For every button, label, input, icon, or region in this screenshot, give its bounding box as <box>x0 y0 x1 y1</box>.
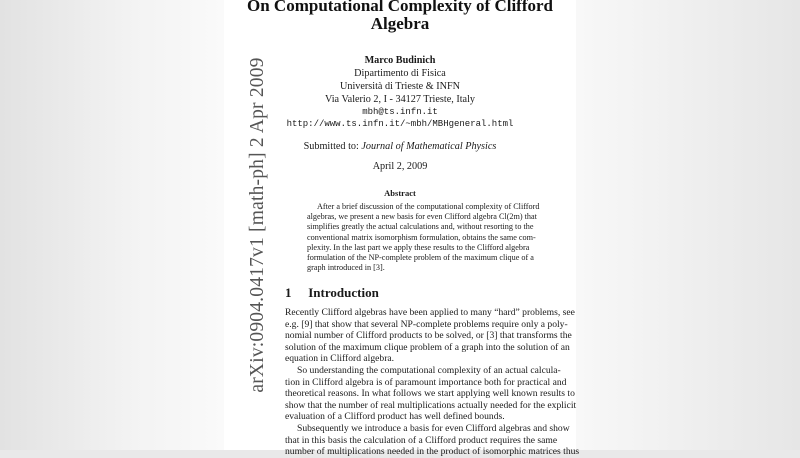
author-url[interactable]: http://www.ts.infn.it/~mbh/MBHgeneral.html <box>286 119 514 129</box>
paragraph-line: theoretical reasons. In what follows we start applying well known results to <box>285 388 575 400</box>
arxiv-side-label: arXiv:0904.0417v1 [math-ph] 2 Apr 2009 <box>247 57 268 393</box>
paragraph-line: tion in Clifford algebra is of paramount importance both for practical and <box>285 376 567 388</box>
paragraph-line: solution of the maximum clique problem of a graph into the solution of an <box>285 341 570 353</box>
submitted-note <box>224 140 576 153</box>
paragraph-line: number of multiplications needed in the product of isomorphic matrices thus <box>285 446 580 458</box>
abstract-line: formulation of the NP-complete problem of the maximum clique of a <box>307 253 534 263</box>
paragraph-line: e.g. [9] that show that several NP-complete problems require only a poly- <box>285 318 568 330</box>
section-title: Introduction <box>308 285 379 300</box>
intro-paragraph-2 <box>285 365 588 423</box>
abstract-line: simplifies greatly the actual calculations and, without resorting to the <box>307 222 534 232</box>
abstract-heading: Abstract <box>384 188 416 198</box>
abstract-body <box>307 202 565 273</box>
paragraph-line: Recently Clifford algebras have been applied to many “hard” problems, see <box>285 307 575 318</box>
abstract-line: plexity. In the last part we apply these results to the Clifford algebra <box>307 242 530 252</box>
abstract-line: algebras, we present a new basis for even Clifford algebra Cl(2m) that <box>307 212 537 222</box>
paragraph-line: Subsequently we introduce a basis for even Clifford algebras and show <box>297 423 570 434</box>
paragraph-line: evaluation of a Clifford product has well defined bounds. <box>285 411 505 423</box>
abstract-line: graph introduced in [3]. <box>307 263 385 273</box>
abstract-line: conventional matrix isomorphism formulation, obtains the same com- <box>307 232 536 242</box>
paper-date: April 2, 2009 <box>372 161 428 172</box>
paper-title-line-1: On Computational Complexity of Clifford <box>247 0 553 15</box>
intro-paragraph-3 <box>285 423 588 458</box>
journal-name: Journal of Mathematical Physics <box>361 141 497 152</box>
author-address: Via Valerio 2, I - 34127 Trieste, Italy <box>324 94 475 105</box>
author-department: Dipartimento di Fisica <box>354 68 446 79</box>
paragraph-line: nomial number of Clifford products to be solved, or [3] that transforms the <box>285 330 572 342</box>
author-name: Marco Budinich <box>364 55 436 66</box>
paragraph-line: equation in Clifford algebra. <box>285 353 395 365</box>
abstract-line: After a brief discussion of the computational complexity of Clifford <box>317 202 540 211</box>
submitted-label: Submitted to: <box>303 141 359 152</box>
intro-paragraph-1 <box>285 307 588 365</box>
left-blurred-background <box>0 0 224 450</box>
right-blurred-background <box>576 0 800 450</box>
section-heading-introduction <box>285 285 379 301</box>
section-number: 1 <box>285 285 292 300</box>
paragraph-line: that in this basis the calculation of a Clifford product requires the same <box>285 434 558 446</box>
paragraph-line: So understanding the computational complexity of an actual calcula- <box>297 365 561 376</box>
author-email: mbh@ts.infn.it <box>362 107 438 117</box>
paper-page <box>224 0 580 458</box>
paragraph-line: show that the number of real multiplications actually needed for the explicit <box>285 399 577 411</box>
author-university: Università di Trieste & INFN <box>340 81 460 92</box>
paper-title-line-2: Algebra <box>370 14 430 33</box>
